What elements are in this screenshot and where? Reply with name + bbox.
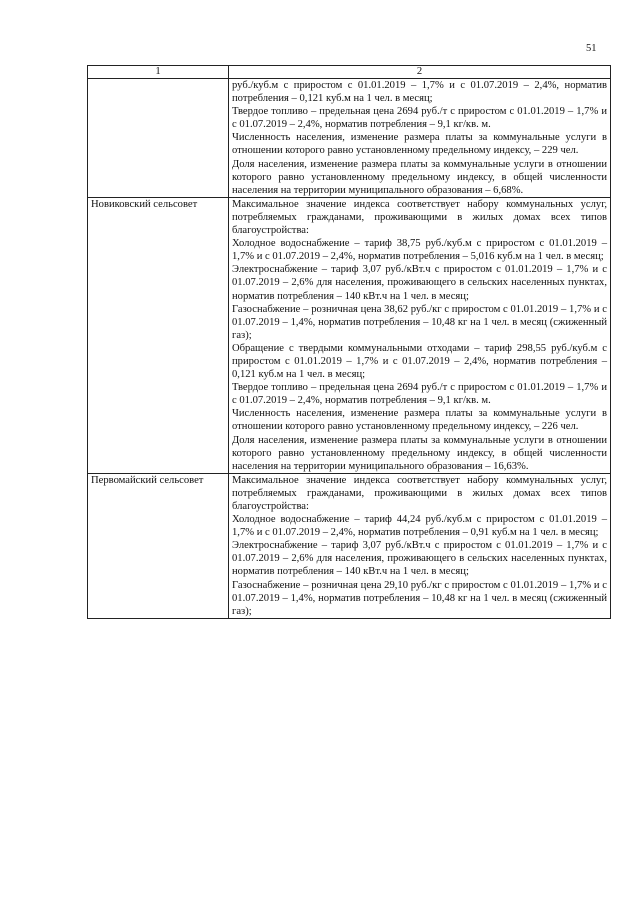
paragraph: Газоснабжение – розничная цена 38,62 руб./кг с приростом с 01.01.2019 – 1,7% и с 01.07.2019 – 1,4%, норматив потребления – 10,48 кг на 1 чел. в месяц (сжиженный газ); [232, 303, 607, 341]
table-row [88, 197, 611, 473]
paragraph: Численность населения, изменение размера платы за коммунальные услуги в отношении которого равно установленному предельному индексу, – 226 чел. [232, 408, 607, 433]
description-cell [229, 197, 611, 473]
municipality-cell: Первомайский сельсовет [88, 473, 229, 618]
column-header-1: 1 [88, 66, 229, 79]
header-row [88, 66, 611, 79]
column-header-2: 2 [229, 66, 611, 79]
paragraph: Обращение с твердыми коммунальными отходами – тариф 298,55 руб./куб.м с приростом с 01.01.2019 – 1,7% и с 01.07.2019 – 2,4%, норматив потребления – 0,121 куб.м на 1 чел. в месяц; [232, 342, 607, 381]
paragraph: Газоснабжение – розничная цена 29,10 руб./кг с приростом с 01.01.2019 – 1,7% и с 01.07.2019 – 1,4%, норматив потребления – 10,48 кг на 1 чел. в месяц (сжиженный газ); [232, 579, 607, 617]
paragraph: Максимальное значение индекса соответствует набору коммунальных услуг, потребляемых гражданами, проживающими в жилых домах всех типов благоустройства: [232, 198, 607, 237]
table-row [88, 473, 611, 618]
paragraph: Максимальное значение индекса соответствует набору коммунальных услуг, потребляемых гражданами, проживающими в жилых домах всех типов благоустройства: [232, 474, 607, 512]
municipality-cell [88, 79, 229, 198]
paragraph: Холодное водоснабжение – тариф 38,75 руб./куб.м с приростом с 01.01.2019 – 1,7% и с 01.07.2019 – 2,4%, норматив потребления – 5,016 куб.м на 1 чел. в месяц; [232, 238, 607, 263]
paragraph: Доля населения, изменение размера платы за коммунальные услуги в отношении которого равно установленному предельному индексу, в общей численности населения на территории муниципального образования – 16,63%. [232, 434, 607, 472]
description-cell [229, 473, 611, 618]
paragraph: Численность населения, изменение размера платы за коммунальные услуги в отношении которого равно установленному предельному индексу, – 229 чел. [232, 132, 607, 157]
paragraph: руб./куб.м с приростом с 01.01.2019 – 1,7% и с 01.07.2019 – 2,4%, норматив потребления – 0,121 куб.м на 1 чел. в месяц; [232, 80, 607, 105]
paragraph: Электроснабжение – тариф 3,07 руб./кВт.ч с приростом с 01.01.2019 – 1,7% и с 01.07.2019 – 2,6% для населения, проживающего в сельских населенных пунктах, норматив потребления – 140 кВт.ч на 1 чел. в месяц; [232, 540, 607, 578]
paragraph: Электроснабжение – тариф 3,07 руб./кВт.ч с приростом с 01.01.2019 – 1,7% и с 01.07.2019 – 2,6% для населения, проживающего в сельских населенных пунктах, норматив потребления – 140 кВт.ч на 1 чел. в месяц; [232, 264, 607, 302]
paragraph: Холодное водоснабжение – тариф 44,24 руб./куб.м с приростом с 01.01.2019 – 1,7% и с 01.07.2019 – 2,4%, норматив потребления – 0,91 куб.м на 1 чел. в месяц; [232, 514, 607, 539]
table-row [88, 79, 611, 198]
description-cell [229, 79, 611, 198]
paragraph: Доля населения, изменение размера платы за коммунальные услуги в отношении которого равно установленному предельному индексу, в общей численности населения на территории муниципального образования – 6,68%. [232, 158, 607, 196]
municipality-cell: Новиковский сельсовет [88, 197, 229, 473]
page-number: 51 [586, 43, 597, 54]
paragraph: Твердое топливо – предельная цена 2694 руб./т с приростом с 01.01.2019 – 1,7% и с 01.07.2019 – 2,4%, норматив потребления – 9,1 кг/кв. м. [232, 106, 607, 131]
paragraph: Твердое топливо – предельная цена 2694 руб./т с приростом с 01.01.2019 – 1,7% и с 01.07.2019 – 2,4%, норматив потребления – 9,1 кг/кв. м. [232, 382, 607, 407]
tariff-table [87, 65, 611, 619]
